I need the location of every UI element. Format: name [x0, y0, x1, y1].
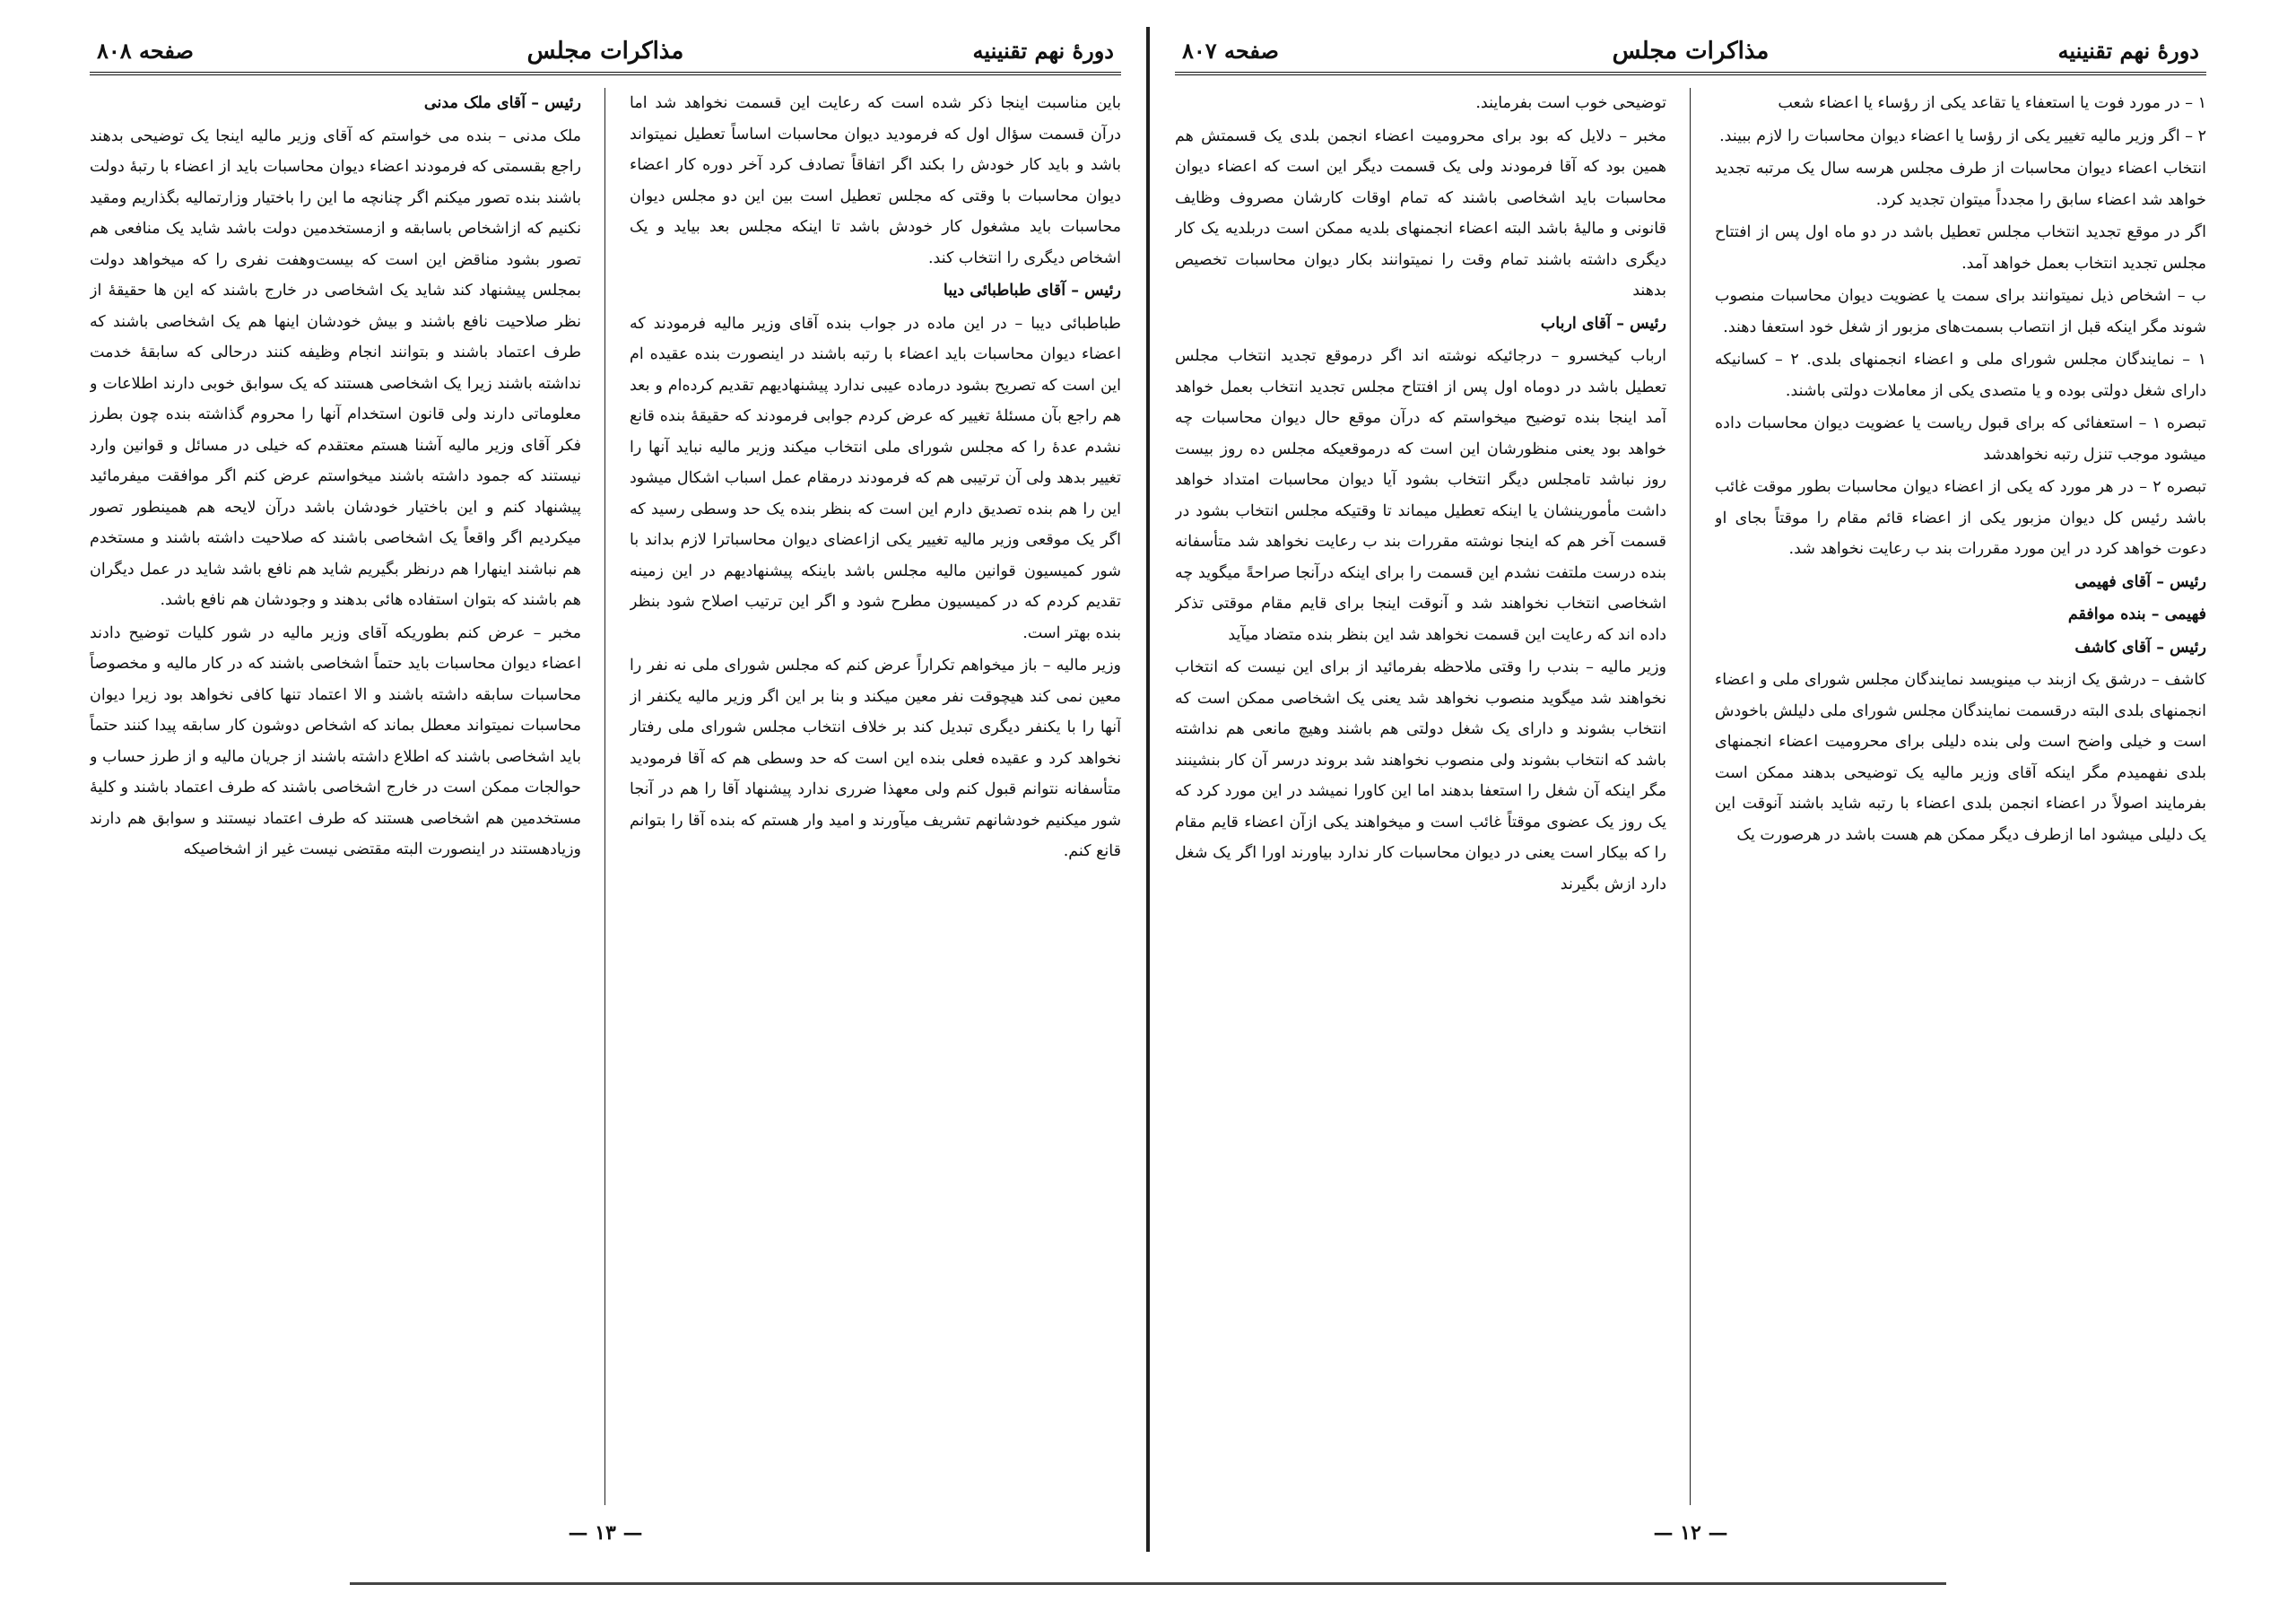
paragraph: انتخاب اعضاء دیوان محاسبات از طرف مجلس هرسه سال یک مرتبه تجدید خواهد شد اعضاء سابق را مجدداً میتوان تجدید کرد.	[1715, 160, 2206, 209]
folio-number: — ۱۲ —	[1653, 1521, 1728, 1545]
paragraph: اگر در موقع تجدید انتخاب مجلس تعطیل باشد در دو ماه اول پس از افتتاح مجلس تجدید انتخاب بعمل خواهد آمد.	[1715, 223, 2206, 273]
paragraph: باین مناسبت اینجا ذکر شده است که رعایت این قسمت نخواهد شد اما درآن قسمت سؤال اول که فرمودید دیوان محاسبات اساساً تعطیل نمیتواند باشد و باید کار خودش را بکند اگر اتفاقاً تصادف کرد آخر دوره کار اعضاء دیوان محاسبات با وقتی که مجلس تعطیل است بین این دو مجلس دیوان محاسبات باید مشغول کار خودش باشد تا اینکه مجلس بعد بیاید و یک اشخاص دیگری را انتخاب کند.	[630, 94, 1121, 267]
speaker-line: رئیس – آقای ارباب	[1540, 314, 1666, 333]
paragraph: تبصره ۲ – در هر مورد که یکی از اعضاء دیوان محاسبات بطور موقت غائب باشد رئیس کل دیوان مزبور یکی از اعضاء قائم مقام را موقتاً بجای او دعوت خواهد کرد در این مورد مقررات بند ب رعایت نخواهد شد.	[1715, 478, 2206, 558]
session-title: دورهٔ نهم تقنینیه	[972, 38, 1114, 64]
speaker-line: فهیمی – بنده موافقم	[2067, 605, 2206, 623]
text-columns	[90, 88, 1121, 1505]
folio-number: — ۱۳ —	[568, 1521, 643, 1545]
bottom-edge-rule	[350, 1582, 1946, 1585]
column-left	[1175, 88, 1666, 1505]
page-807	[1175, 36, 2206, 1552]
column-divider	[604, 88, 605, 1505]
paragraph: وزیر مالیه – بندب را وقتی ملاحظه بفرمائید از برای این نیست که انتخاب نخواهند شد میگوید منصوب نخواهد شد یعنی یک اشخاصی ممکن است که انتخاب بشوند و دارای یک شغل دولتی هم باشند وهیچ مانعی هم نداشته باشد که انتخاب بشوند ولی منصوب نخواهند شد بروند درسر آن کار بنشینند مگر اینکه آن شغل را استعفا بدهند اما این کاورا نمیشد در این مورد کرد که یک روز یک عضوی موقتاً غائب است و میخواهند یکی ازآن اعضاء قایم مقام را که بیکار است یعنی در دیوان محاسبات کار ندارد بیاورند اورا اگر یک شغل دارد ازش بگیرند	[1175, 658, 1666, 893]
page-number-label: صفحه ۸۰۸	[97, 38, 194, 64]
column-right	[1715, 88, 2206, 1505]
paragraph: ملک مدنی – بنده می خواستم که آقای وزیر مالیه اینجا یک توضیحی بدهند راجع بقسمتی که فرمودند اعضاء دیوان محاسبات باید از اعضاء با رتبهٔ دولت باشند بنده تصور میکنم اگر چنانچه ما این را باختیار وزارتمالیه بگذاریم ومقید نکنیم که ازاشخاص باسابقه و ازمستخدمین دولت باشد شاید یک منافعی هم تصور بشود مناقض این است که بیست‌وهفت نفری را که میخواهد دولت بمجلس پیشنهاد کند شاید یک اشخاصی در خارج باشند که این ها حقیقهٔ از نظر صلاحیت نافع باشند و بیش خودشان اینها هم یک اشخاصی باشند که طرف اعتماد باشند و بتوانند انجام وظیفه کنند درحالی که سابقهٔ خدمت نداشته باشند زیرا یک اشخاصی هستند که یک سوابق خوبی دارند اطلاعات و معلوماتی دارند ولی قانون استخدام آنها را محروم گذاشته بنده چون بطرز فکر آقای وزیر مالیه آشنا هستم معتقدم که خیلی در مسائل و قوانین وارد نیستند که جمود داشته باشند میخواستم عرض کنم اگر موافقت میفرمائید پیشنهاد کنم و این باختیار خودشان باشد درآن لایحه هم همینطور تصور میکردیم اگر واقعاً یک اشخاصی باشند که صلاحیت داشته باشند و مستخدم هم نباشند اینهارا هم درنظر بگیریم شاید هم نافع باشد شاید در عمل دیگران هم باشند که بتوان استفاده هائی بدهند و وجودشان هم نافع باشد.	[90, 126, 581, 609]
column-left	[90, 88, 581, 1505]
header-rule	[1175, 72, 2206, 75]
speaker-line: رئیس – آقای کاشف	[2074, 638, 2206, 657]
publication-title: مذاکرات مجلس	[526, 38, 684, 65]
paragraph: کاشف – درشق یک ازبند ب مینویسد نمایندگان مجلس شورای ملی و اعضاء انجمنهای بلدی البته درقسمت نمایندگان مجلس شورای ملی دلیلش باخودش است و خیلی واضح است ولی بنده دلیلی برای محرومیت اعضاء انجمنهای بلدی نفهمیدم مگر اینکه آقای وزیر مالیه یک توضیحی بدهند ممکن است بفرمایند اصولاً در اعضاء انجمن بلدی اعضاء با رتبه شاید باشند آنوقت این یک دلیلی میشود اما ازطرف دیگر ممکن هم هست باشد در هرصورت یک	[1715, 671, 2206, 844]
paragraph: ارباب کیخسرو – درجائیکه نوشته اند اگر درموقع تجدید انتخاب مجلس تعطیل باشد در دوماه اول پس از افتتاح مجلس تجدید انتخاب بعمل خواهد آمد اینجا بنده توضیح میخواستم که درآن موقع حال دیوان محاسبات چه خواهد بود یعنی منظورشان این است که درموقعیکه مجلس ده روز بیست روز نباشد تامجلس دیگر انتخاب بشود آیا دیوان محاسبات امتداد خواهد داشت مأمورینشان یا اینکه تعطیل میماند تا وقتیکه مجلس انتخاب بشود در قسمت آخر هم که اینجا نوشته مقررات بند ب رعایت نخواهد شد متأسفانه بنده درست ملتفت نشدم این قسمت را برای اینکه درآنجا صراحةً میگوید چه اشخاصی انتخاب نخواهند شد و آنوقت اینجا برای قایم مقام موقتی تذکر داده اند که رعایت این قسمت نخواهد شد این بنظر بنده متضاد میآید	[1175, 347, 1666, 644]
book-gutter	[1146, 27, 1150, 1552]
column-divider	[1690, 88, 1691, 1505]
paragraph: تبصره ۱ – استعفائی که برای قبول ریاست یا عضویت دیوان محاسبات داده میشود موجب تنزل رتبه نخواهدشد	[1715, 414, 2206, 464]
page-808	[90, 36, 1121, 1552]
paragraph: وزیر مالیه – باز میخواهم تکراراً عرض کنم که مجلس شورای ملی نه نفر را معین نمی کند هیچوقت نفر معین میکند و بنا بر این اگر وزیر مالیه یکنفر از آنها را با یکنفر دیگری تبدیل کند بر خلاف انتخاب مجلس شورای ملی رفتار نخواهد کرد و عقیده فعلی بنده این است که حد وسطی هم که آقا فرمودید متأسفانه نتوانم قبول کنم ولی معهذا ضرری ندارد پیشنهاد آقا را هم در آنجا شور میکنیم خودشانهم تشریف میآورند و امید وار هستم که بنده آقا را بتوانم قانع کنم.	[630, 657, 1121, 860]
paragraph: مخبر – دلایل که بود برای محرومیت اعضاء انجمن بلدی یک قسمتش هم همین بود که آقا فرمودند ولی یک قسمت دیگر این است که اعضاء دیوان محاسبات باید اشخاصی باشند که تمام اوقات کارشان مصروف وظایف قانونی و مالیهٔ باشد البته اعضاء انجمنهای بلدیه ممکن است دربلدیه یک کار دیگری داشته باشند تمام وقت را نمیتوانند بکار دیوان محاسبات تخصیص بدهند	[1175, 126, 1666, 300]
paragraph: مخبر – عرض کنم بطوریکه آقای وزیر مالیه در شور کلیات توضیح دادند اعضاء دیوان محاسبات باید حتماً اشخاصی باشند که در کار مالیه و مخصوصاً محاسبات سابقه داشته باشند و الا اعتماد تنها کافی نخواهد بود زیرا دیوان محاسبات نمیتواند معطل بماند که اشخاص دوشون کار سابقه پیدا کنند حتماً باید اشخاصی باشند که اطلاع داشته باشند از جریان مالیه و از طرز حساب و حوالجات ممکن است در خارج اشخاصی باشند که طرف اعتماد باشند و کلیهٔ مستخدمین هم اشخاصی هستند که طرف اعتماد نیستند و سوابق هم دارند وزیادهستند در اینصورت البته مقتضی نیست غیر از اشخاصیکه	[90, 623, 581, 858]
column-right	[630, 88, 1121, 1505]
running-head	[1175, 36, 2206, 77]
paragraph: طباطبائی دیبا – در این ماده در جواب بنده آقای وزیر مالیه فرمودند که اعضاء دیوان محاسبات باید اعضاء با رتبه باشند در اینصورت بنده عقیده ام این است که تصریح بشود درماده عیبی ندارد پیشنهادیهم تقدیم کرده‌ام و بعد هم راجع بآن مسئلهٔ تغییر که عرض کردم جوابی فرمودند که حقیقهٔ بنده قانع نشدم عده‌ٔ را که مجلس شورای ملی انتخاب میکند وزیر مالیه نباید آنها را تغییر بدهد ولی آن ترتیبی هم که فرمودند درمقام عمل اسباب اشکال میشود این را هم بنده تصدیق دارم این است که بنظر بنده یک حد وسطی رسید که اگر یک موقعی وزیر مالیه تغییر یکی ازاعضای دیوان محاسباترا لازم بداند با شور کمیسیون قوانین مالیه مجلس باشد باینکه پیشنهادیهم در این زمینه تقدیم کردم که در کمیسیون مطرح شود و اگر این ترتیب اصلاح شود بنظر بنده بهتر است.	[630, 314, 1121, 642]
speaker-line: رئیس – آقای طباطبائی دیبا	[943, 282, 1121, 300]
paragraph: توضیحی خوب است بفرمایند.	[1475, 94, 1666, 112]
running-head	[90, 36, 1121, 77]
speaker-line: رئیس – آقای فهیمی	[2074, 572, 2206, 591]
paragraph: ۱ – نمایندگان مجلس شورای ملی و اعضاء انجمنهای بلدی. ۲ – کسانیکه دارای شغل دولتی بوده و یا متصدی یکی از معاملات دولتی باشند.	[1715, 351, 2206, 400]
publication-title: مذاکرات مجلس	[1612, 38, 1770, 65]
speaker-line: رئیس – آقای ملک مدنی	[423, 94, 581, 112]
header-rule	[90, 72, 1121, 75]
session-title: دورهٔ نهم تقنینیه	[2057, 38, 2199, 64]
page-number-label: صفحه ۸۰۷	[1182, 38, 1279, 64]
paragraph: ۱ – در مورد فوت یا استعفاء یا تقاعد یکی از رؤساء یا اعضاء شعب	[1778, 94, 2206, 112]
paragraph: ۲ – اگر وزیر مالیه تغییر یکی از رؤسا یا اعضاء دیوان محاسبات را لازم ببیند.	[1719, 126, 2206, 145]
text-columns	[1175, 88, 2206, 1505]
paragraph: ب – اشخاص ذیل نمیتوانند برای سمت یا عضویت دیوان محاسبات منصوب شوند مگر اینکه قبل از انتصاب بسمت‌های مزبور از شغل خود استعفا دهند.	[1715, 287, 2206, 336]
